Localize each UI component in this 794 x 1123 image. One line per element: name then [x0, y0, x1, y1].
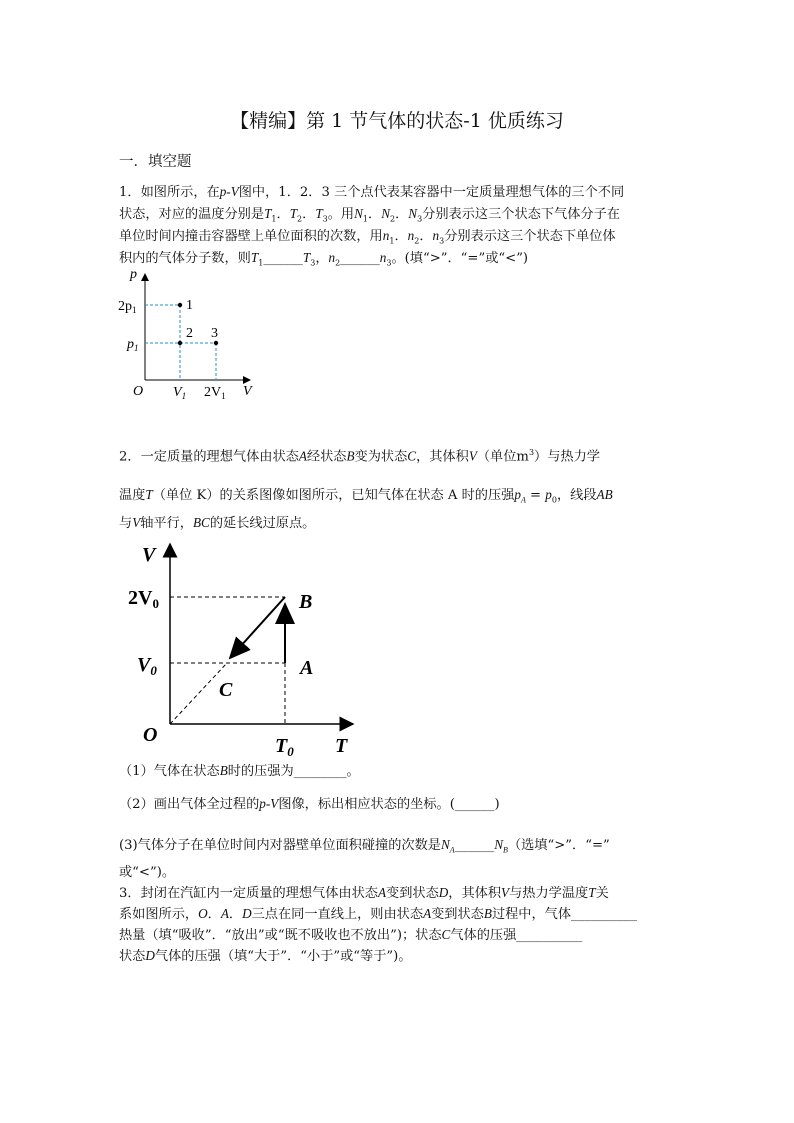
- q2-line-1: 2．一定质量的理想气体由状态A经状态B变为状态C，其体积V（单位$m^3$）与热力学: [119, 448, 600, 465]
- q3-line-1: 3．封闭在汽缸内一定质量的理想气体由状态A变到状态D，其体积V与热力学温度T关: [119, 885, 609, 901]
- q2-subquestion-1: （1）气体在状态B时的压强为________。: [119, 763, 360, 779]
- q3-line-2: 系如图所示，O．A．D三点在同一直线上，则由状态A变到状态B过程中，气体__________: [119, 906, 637, 922]
- label-state-c: C: [219, 679, 233, 701]
- tick-v1: $V_1$: [173, 385, 187, 401]
- state-point-2: [178, 341, 182, 345]
- question-3-text: [119, 882, 679, 972]
- q3-line-4: 状态D气体的压强（填“大于”．“小于”或“等于”)。: [119, 948, 412, 964]
- v-axis-label: V: [243, 384, 252, 399]
- label-point-1: 1: [186, 298, 193, 313]
- q1-line-4: 积内的气体分子数，则$T_1\_\_\_\_\_\_T_3$，$n_2\_\_\_\_\_\_n_3$。(填“>”．“=”或“<”): [119, 250, 529, 268]
- question-2-text: [119, 442, 679, 532]
- q3-line-3: 热量（填“吸收”．“放出”或“既不吸收也不放出”)；状态C气体的压强__________: [119, 927, 583, 943]
- origin-label: O: [133, 384, 144, 399]
- question-1-text: [119, 181, 679, 271]
- q2-subquestion-2: （2）画出气体全过程的p-V图像，标出相应状态的坐标。(______): [119, 796, 500, 812]
- tick-p1: $p_1$: [127, 337, 139, 353]
- tick-t0: $T_0$: [275, 735, 294, 759]
- v-axis-label: V: [142, 544, 156, 566]
- vt-diagram-figure: [125, 538, 365, 760]
- q1-line-1: 1．如图所示，在p-V图中，1．2．3 三个点代表某容器中一定质量理想气体的三个不同: [119, 184, 625, 200]
- tick-v0: $V_0$: [137, 654, 157, 678]
- section-heading: 一．填空题: [119, 154, 192, 170]
- tick-2v0: $2V_0$: [128, 587, 159, 611]
- origin-label: O: [143, 724, 158, 746]
- q2-line-2: 温度T（单位 K）的关系图像如图所示，已知气体在状态 A 时的压强$p_A = p_0$，线段AB: [119, 487, 613, 505]
- label-state-b: B: [299, 591, 313, 613]
- tick-2p1: $2p_1$: [118, 299, 137, 315]
- state-point-3: [214, 341, 218, 345]
- q1-line-3: 单位时间内撞击容器壁上单位面积的次数，用$n_1$．$n_2$．$n_3$分别表示这三个状态下单位体: [119, 228, 616, 246]
- page-title: 【精编】第 1 节气体的状态-1 优质练习: [230, 110, 564, 132]
- segment-bc: [230, 597, 285, 658]
- p-axis-label: p: [130, 267, 137, 282]
- pv-diagram-figure: [110, 262, 270, 404]
- state-point-1: [178, 303, 182, 307]
- tick-2v1: $2V_1$: [204, 385, 226, 401]
- q2-line-3: 与V轴平行，BC的延长线过原点。: [119, 515, 316, 531]
- q2-subquestion-3-cont: 或“<”)。: [119, 865, 176, 880]
- q1-line-2: 状态，对应的温度分别是$T_1$．$T_2$．$T_3$。用$N_1$．$N_2$．$N_3$分别表示这三个状态下气体分子在: [119, 206, 620, 224]
- t-axis-label: T: [335, 735, 348, 757]
- q2-subquestion-3: (3)气体分子在单位时间内对器壁单位面积碰撞的次数是$N_A\_\_\_\_\_\_N_B$（选填“>”．“=”: [119, 837, 610, 855]
- label-point-3: 3: [211, 326, 218, 341]
- label-point-2: 2: [186, 326, 193, 341]
- label-state-a: A: [300, 657, 314, 679]
